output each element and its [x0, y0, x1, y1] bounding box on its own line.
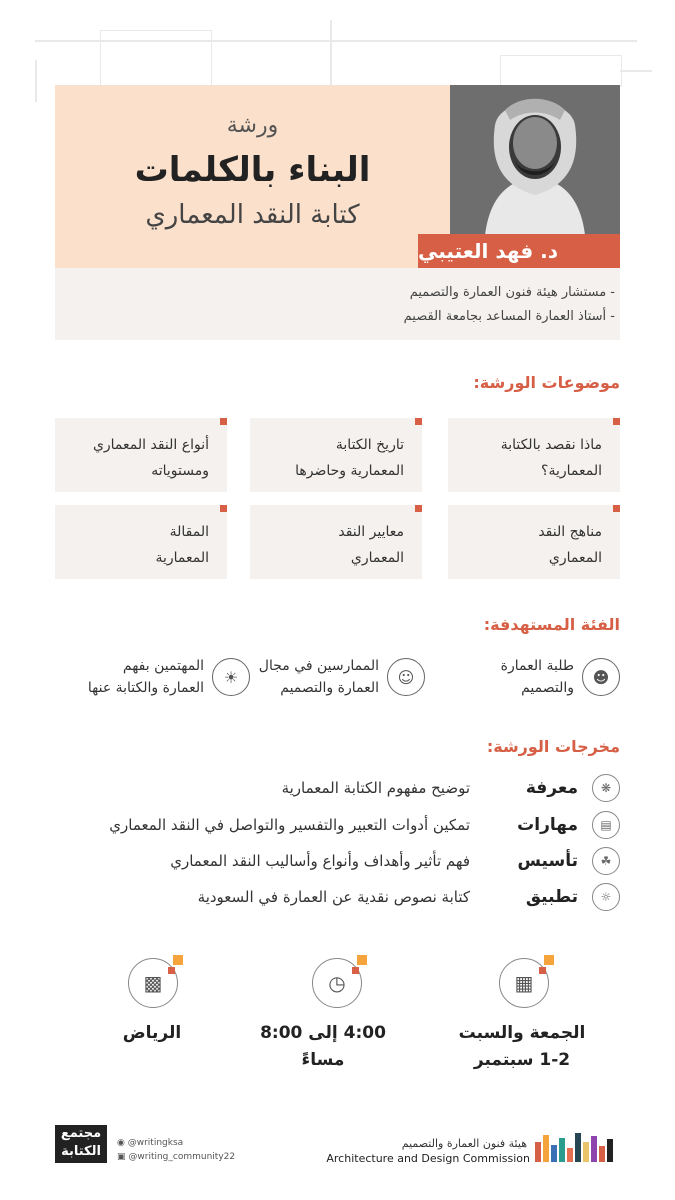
topic-card [55, 418, 227, 492]
topic-line: ماذا نقصد بالكتابة [500, 437, 602, 453]
accent-square [173, 955, 183, 965]
speaker-name: د. فهد العتيبي [418, 234, 620, 268]
event-date [422, 1020, 622, 1074]
card-marker [613, 418, 620, 425]
outcome-desc: كتابة نصوص نقدية عن العمارة في السعودية [197, 888, 470, 906]
twitter-icon: ◉ [117, 1138, 125, 1148]
outcome-label: معرفة [525, 778, 578, 798]
outcome-row [60, 774, 620, 802]
workshop-subtitle: كتابة النقد المعماري [145, 200, 360, 230]
speaker-bio-line: - أستاذ العمارة المساعد بجامعة القصيم [403, 309, 615, 324]
topic-line: مناهج النقد [538, 524, 602, 540]
card-marker [220, 418, 227, 425]
background-line [500, 55, 622, 87]
logo-text: الكتابة [61, 1144, 101, 1159]
outcome-row [60, 847, 620, 875]
topic-card [448, 418, 620, 492]
topic-line: المعمارية [155, 550, 209, 566]
date-days: الجمعة والسبت [458, 1023, 586, 1043]
time-period: مساءً [301, 1050, 345, 1070]
accent-square [352, 967, 359, 974]
topic-line: تاريخ الكتابة [335, 437, 404, 453]
topic-line: معايير النقد [338, 524, 404, 540]
topic-line: ومستوياته [151, 463, 209, 479]
card-marker [613, 505, 620, 512]
topic-line: المعماري [548, 550, 602, 566]
accent-square [357, 955, 367, 965]
writing-community-logo [55, 1125, 107, 1163]
idea-head-icon: ☀ [212, 658, 250, 696]
time-range: 4:00 إلى 8:00 [260, 1023, 386, 1043]
instagram-handle: @writing_community22 [128, 1152, 236, 1162]
card-marker [220, 505, 227, 512]
audience-line: طلبة العمارة [500, 658, 574, 674]
audience-line: والتصميم [521, 680, 574, 696]
instagram-icon: ▣ [117, 1152, 126, 1162]
social-instagram[interactable] [117, 1152, 235, 1162]
accent-square [168, 967, 175, 974]
card-marker [415, 418, 422, 425]
background-line [330, 20, 332, 92]
topic-card [55, 505, 227, 579]
background-line [620, 70, 652, 72]
commission-name-ar: هيئة فنون العمارة والتصميم [401, 1137, 527, 1150]
outcome-desc: تمكين أدوات التعبير والتفسير والتواصل في النقد المعماري [109, 816, 470, 834]
topic-card [448, 505, 620, 579]
audience-line: العمارة والكتابة عنها [87, 680, 204, 696]
clock-icon: ◷ [312, 958, 362, 1008]
date-range: 1-2 سبتمبر [473, 1050, 571, 1070]
outcome-row [60, 811, 620, 839]
background-line [100, 30, 212, 87]
book-icon: ▤ [592, 811, 620, 839]
engineer-icon: ☺ [387, 658, 425, 696]
topic-line: المقالة [169, 524, 209, 540]
audience-line: الممارسين في مجال [258, 658, 379, 674]
accent-square [539, 967, 546, 974]
audience-heading: الفئة المستهدفة: [483, 615, 620, 634]
audience-item [88, 655, 250, 699]
outcome-row [60, 883, 620, 911]
commission-logo [535, 1130, 620, 1165]
audience-line: العمارة والتصميم [280, 680, 379, 696]
tree-icon: ☘ [592, 847, 620, 875]
outcome-label: مهارات [517, 815, 578, 835]
topic-card [250, 505, 422, 579]
commission-name-en: Architecture and Design Commission [326, 1152, 530, 1165]
calendar-icon: ▦ [499, 958, 549, 1008]
event-location: الرياض [122, 1023, 182, 1043]
outcome-label: تطبيق [525, 887, 578, 907]
audience-item [259, 655, 425, 699]
speaker-photo [450, 85, 620, 235]
outcome-label: تأسيس [517, 851, 578, 871]
outcome-desc: فهم تأثير وأهداف وأنواع وأساليب النقد المعماري [170, 852, 470, 870]
social-twitter[interactable] [117, 1138, 183, 1148]
workshop-title: البناء بالكلمات [134, 150, 371, 190]
brain-icon: ❋ [592, 774, 620, 802]
building-icon: ▩ [128, 958, 178, 1008]
speaker-bio-line: - مستشار هيئة فنون العمارة والتصميم [409, 285, 615, 300]
hand-globe-icon: ☼ [592, 883, 620, 911]
accent-square [544, 955, 554, 965]
topics-heading: موضوعات الورشة: [473, 373, 620, 392]
student-icon: ☻ [582, 658, 620, 696]
topic-line: المعماري [350, 550, 404, 566]
topic-card [250, 418, 422, 492]
topic-line: أنواع النقد المعماري [92, 437, 209, 453]
workshop-label: ورشة [226, 113, 279, 138]
event-time [223, 1020, 423, 1074]
logo-text: مجتمع [60, 1126, 102, 1141]
twitter-handle: @writingksa [127, 1138, 184, 1148]
audience-line: المهتمين بفهم [122, 658, 204, 674]
audience-item [501, 655, 620, 699]
outcome-desc: توضيح مفهوم الكتابة المعمارية [281, 779, 470, 797]
background-line [35, 60, 37, 102]
outcomes-heading: مخرجات الورشة: [486, 737, 620, 756]
card-marker [415, 505, 422, 512]
topic-line: المعمارية؟ [541, 463, 602, 479]
topic-line: المعمارية وحاضرها [295, 463, 404, 479]
